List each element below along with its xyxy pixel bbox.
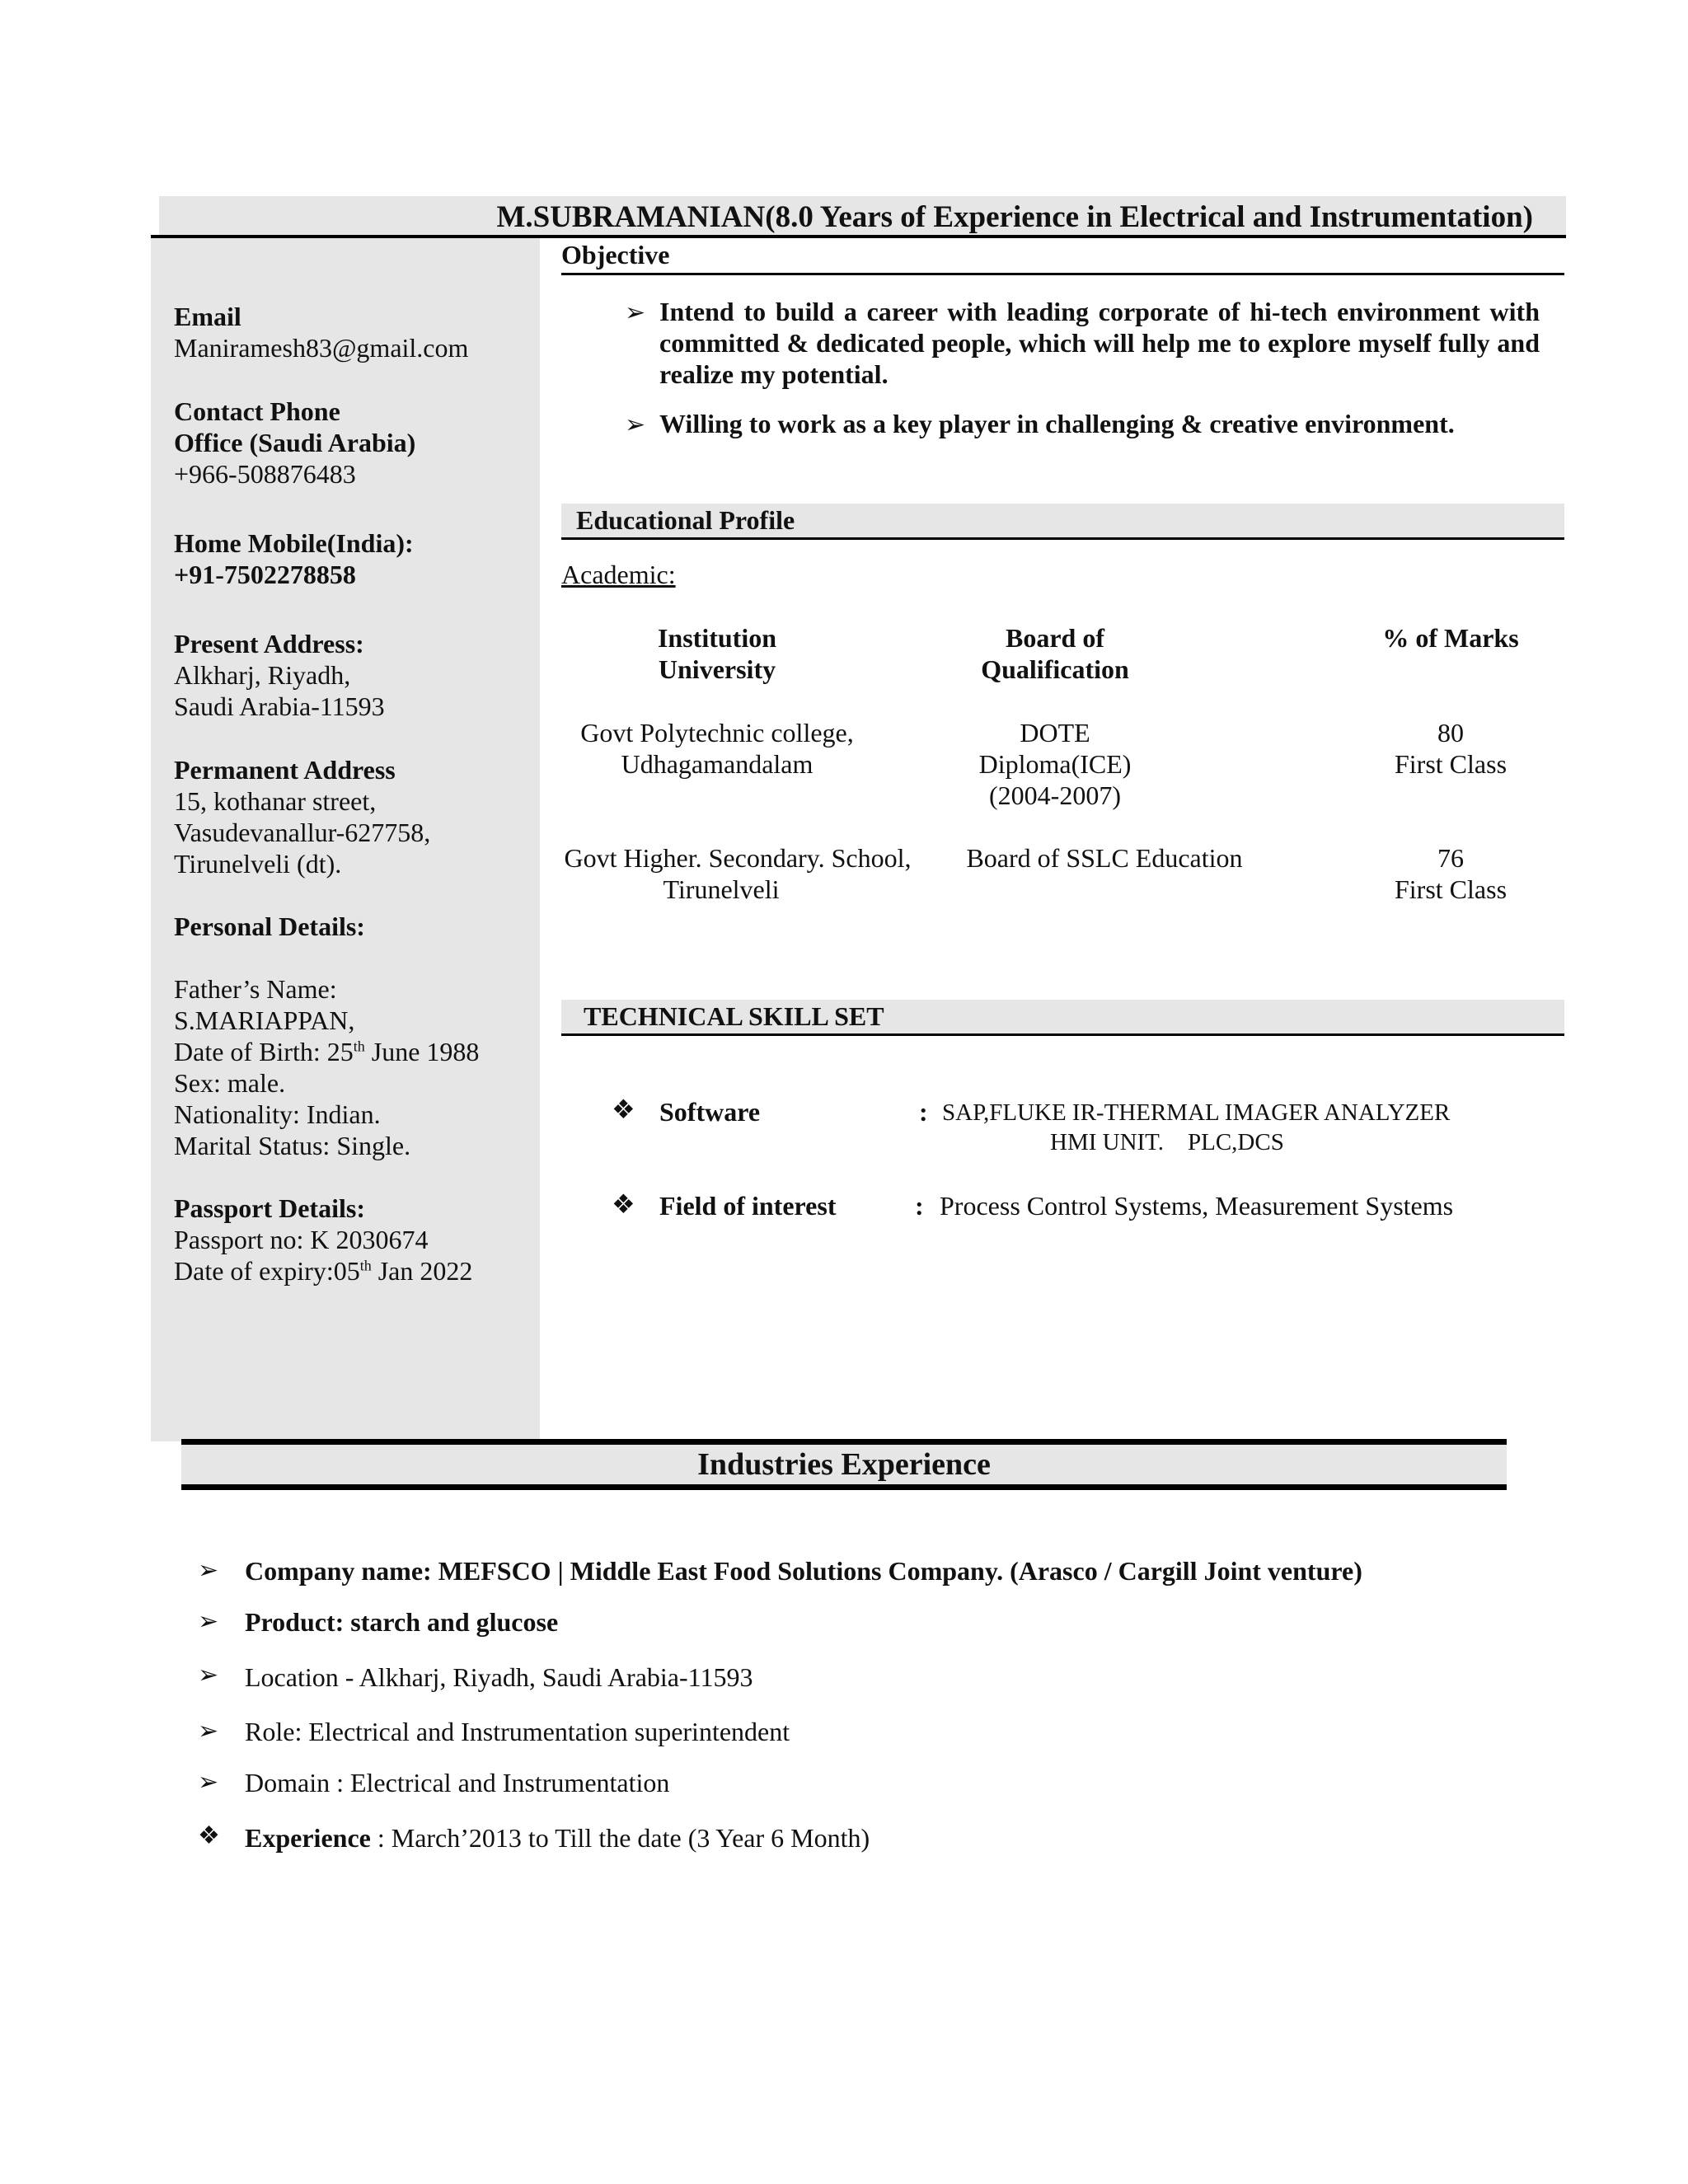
email-label: Email	[174, 302, 241, 331]
role: Role: Electrical and Instrumentation superintendent	[245, 1717, 790, 1746]
domain: Domain : Electrical and Instrumentation	[245, 1768, 670, 1797]
cell-text: Tirunelveli	[663, 874, 780, 904]
expiry-ordinal: th	[359, 1257, 372, 1274]
education-title: Educational Profile	[576, 505, 795, 535]
nationality: Nationality: Indian.	[174, 1099, 381, 1129]
dob-text: June 1988	[364, 1037, 480, 1066]
date-of-birth	[174, 1036, 479, 1067]
permanent-address-label: Permanent Address	[174, 755, 396, 785]
passport-expiry	[174, 1255, 472, 1286]
table-row-marks	[1327, 842, 1574, 905]
marital-status: Marital Status: Single.	[174, 1131, 411, 1160]
software-value: SAP,FLUKE IR-THERMAL IMAGER ANALYZER	[942, 1099, 1451, 1126]
objective-bullet: Willing to work as a key player in challenging & creative environment.	[659, 409, 1455, 438]
company-name: Company name: MEFSCO | Middle East Food Solutions Company. (Arasco / Cargill Joint venture)	[245, 1556, 1362, 1586]
arrow-bullet-icon: ➢	[625, 411, 646, 438]
permanent-address-line: Vasudevanallur-627758,	[174, 818, 431, 847]
header-marks	[1327, 622, 1574, 654]
arrow-bullet-icon: ➢	[198, 1557, 219, 1584]
resume-title	[159, 196, 1566, 237]
cell-text: 76	[1437, 843, 1464, 873]
home-mobile-label: Home Mobile(India):	[174, 528, 414, 558]
cell-text: First Class	[1394, 749, 1507, 779]
cell-text: Diploma(ICE)	[978, 749, 1132, 779]
table-row-board	[931, 842, 1278, 874]
passport-number: Passport no: K 2030674	[174, 1225, 429, 1254]
interest-value: Process Control Systems, Measurement Systems	[940, 1191, 1454, 1221]
cell-text: Govt Higher. Secondary. School,	[564, 843, 912, 873]
header-text: % of Marks	[1382, 623, 1519, 653]
cell-text: (2004-2007)	[989, 780, 1121, 810]
cell-text: DOTE	[1020, 718, 1090, 748]
father-label: Father’s Name:	[174, 974, 337, 1004]
academic-label: Academic:	[561, 560, 676, 589]
arrow-bullet-icon: ➢	[625, 299, 646, 326]
experience-value: : March’2013 to Till the date (3 Year 6 Month)	[370, 1823, 870, 1853]
cell-text: First Class	[1394, 874, 1507, 904]
software-label: Software	[659, 1097, 761, 1127]
permanent-address-line: 15, kothanar street,	[174, 786, 377, 816]
interest-colon: :	[915, 1191, 924, 1221]
experience-summary: (8.0 Years of Experience in Electrical and Instrumentation)	[765, 199, 1533, 234]
header-text: University	[658, 654, 776, 684]
objective-rule	[561, 273, 1564, 275]
header-board	[931, 622, 1179, 685]
diamond-bullet-icon: ❖	[612, 1189, 635, 1219]
dob-ordinal: th	[353, 1038, 365, 1055]
sex: Sex: male.	[174, 1068, 286, 1098]
experience-label: Experience	[245, 1823, 371, 1853]
table-row-institution	[552, 842, 923, 905]
software-colon: :	[919, 1097, 928, 1127]
present-address-line: Saudi Arabia-11593	[174, 691, 385, 721]
software-value: HMI UNIT. PLC,DCS	[1050, 1129, 1284, 1155]
cell-text: Udhagamandalam	[621, 749, 814, 779]
table-row-marks	[1327, 717, 1574, 780]
product: Product: starch and glucose	[245, 1607, 559, 1637]
title-bar	[159, 196, 1566, 237]
arrow-bullet-icon: ➢	[198, 1608, 219, 1635]
objective-title: Objective	[561, 240, 670, 269]
candidate-name: M.SUBRAMANIAN	[496, 199, 766, 234]
skills-title: TECHNICAL SKILL SET	[584, 1001, 884, 1031]
industries-title: Industries Experience	[697, 1447, 991, 1482]
office-label: Office (Saudi Arabia)	[174, 428, 416, 457]
expiry-text: Date of expiry:05	[174, 1256, 360, 1286]
interest-label: Field of interest	[659, 1191, 837, 1221]
present-address-line: Alkharj, Riyadh,	[174, 660, 351, 690]
email-value: Maniramesh83@gmail.com	[174, 333, 469, 363]
expiry-text: Jan 2022	[371, 1256, 473, 1286]
location: Location - Alkharj, Riyadh, Saudi Arabia-11593	[245, 1662, 753, 1692]
cell-text: 80	[1437, 718, 1464, 748]
table-row-institution	[552, 717, 882, 780]
table-row-board	[931, 717, 1179, 811]
father-name: S.MARIAPPAN,	[174, 1005, 355, 1035]
arrow-bullet-icon: ➢	[198, 1718, 219, 1745]
contact-label: Contact Phone	[174, 396, 340, 426]
present-address-label: Present Address:	[174, 629, 364, 658]
diamond-bullet-icon: ❖	[198, 1822, 220, 1849]
personal-details-label: Personal Details:	[174, 912, 365, 941]
dob-text: Date of Birth: 25	[174, 1037, 354, 1066]
header-text: Board of	[1006, 623, 1104, 653]
experience-line	[245, 1821, 870, 1854]
cell-text: Board of SSLC Education	[966, 843, 1243, 873]
header-institution	[593, 622, 841, 685]
arrow-bullet-icon: ➢	[198, 1769, 219, 1796]
objective-bullet: Intend to build a career with leading corporate of hi-tech environment with committed & dedicated people, which will help me to explore myself fully and realize my potential.	[659, 297, 1540, 389]
arrow-bullet-icon: ➢	[198, 1661, 219, 1689]
cell-text: Govt Polytechnic college,	[580, 718, 854, 748]
header-text: Institution	[657, 623, 777, 653]
permanent-address-line: Tirunelveli (dt).	[174, 849, 342, 879]
header-text: Qualification	[981, 654, 1129, 684]
office-phone: +966-508876483	[174, 459, 356, 489]
home-mobile-value: +91-7502278858	[174, 560, 356, 589]
passport-label: Passport Details:	[174, 1193, 365, 1223]
diamond-bullet-icon: ❖	[612, 1094, 635, 1124]
